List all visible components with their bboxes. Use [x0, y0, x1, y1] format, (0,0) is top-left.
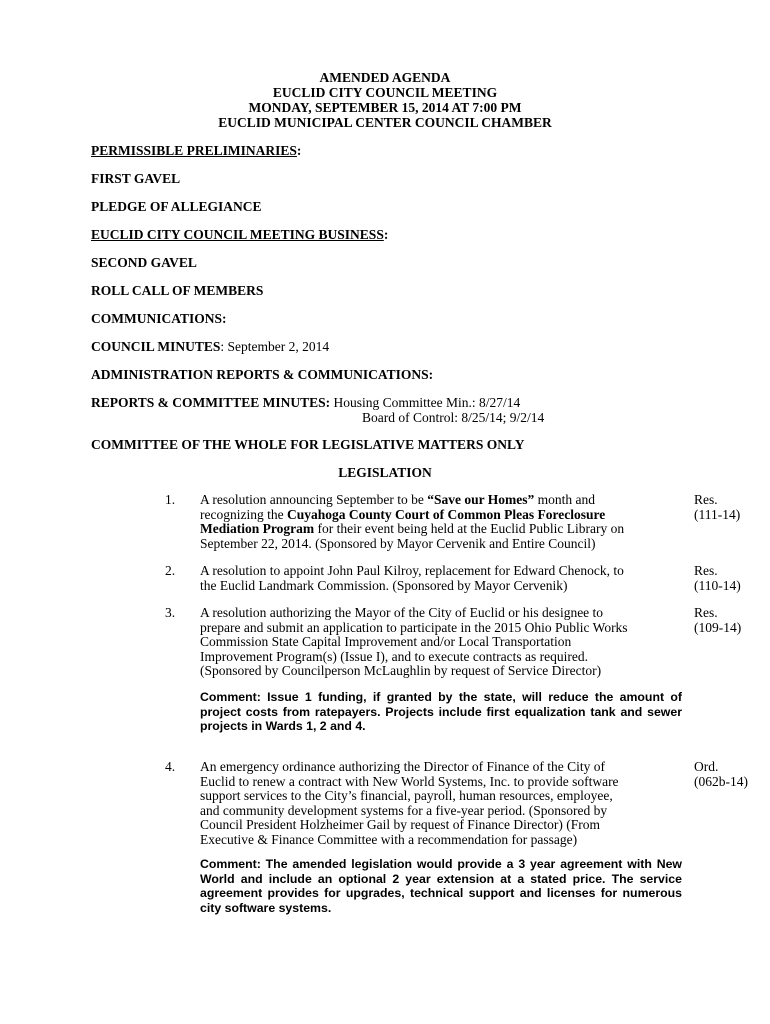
- item-line: and community development systems for a five-year period. (Sponsored by: [200, 802, 608, 818]
- item-line: A resolution to appoint John Paul Kilroy, replacement for Edward Chenock, to: [200, 563, 624, 578]
- section-committee-whole: COMMITTEE OF THE WHOLE FOR LEGISLATIVE MATTERS ONLY: [91, 437, 525, 452]
- item-code: [694, 606, 764, 635]
- item-4-comment: Comment: The amended legislation would provide a 3 year agreement with New World and include an optional 2 year extension at a stated price. The service agreement provides for upgrades, technical support and licenses for numerous city software systems.: [200, 857, 682, 915]
- section-business-colon: :: [383, 227, 389, 242]
- item-line: Executive & Finance Committee with a recommendation for passage): [200, 831, 578, 847]
- item-line: [200, 522, 685, 537]
- item-line: the Euclid Landmark Commission. (Sponsored by Mayor Cervenik): [200, 577, 568, 593]
- item-number: 1.: [165, 492, 176, 507]
- item-line: Euclid to renew a contract with New World Systems, Inc. to provide software: [200, 773, 619, 789]
- header-title: AMENDED AGENDA: [319, 70, 451, 85]
- item-text-bold: Mediation Program: [200, 521, 315, 536]
- item-text: [200, 606, 685, 679]
- item-number: 2.: [165, 563, 176, 578]
- reports-board-of-control: Board of Control: 8/25/14; 9/2/14: [362, 410, 545, 425]
- item-line: Commission State Capital Improvement and/or Local Transportation: [200, 634, 572, 649]
- section-communications: COMMUNICATIONS:: [91, 311, 227, 326]
- item-code: [694, 493, 764, 522]
- reports-label: REPORTS & COMMITTEE MINUTES:: [91, 395, 331, 410]
- item-line: An emergency ordinance authorizing the Director of Finance of the City of: [200, 759, 605, 774]
- item-text-run: recognizing the: [200, 506, 287, 522]
- item-number: 3.: [165, 605, 176, 620]
- item-text-run: A resolution announcing September to be: [200, 492, 428, 507]
- item-code-number: (062b-14): [694, 773, 748, 789]
- section-first-gavel: FIRST GAVEL: [91, 171, 181, 186]
- item-text-run: month and: [534, 492, 595, 507]
- item-text: [200, 564, 685, 593]
- section-roll-call: ROLL CALL OF MEMBERS: [91, 283, 264, 298]
- item-text-bold: “Save our Homes”: [427, 492, 535, 507]
- section-meeting-business: [91, 227, 388, 242]
- item-line: September 22, 2014. (Sponsored by Mayor Cervenik and Entire Council): [200, 535, 596, 551]
- section-permissible-colon: :: [296, 143, 302, 158]
- item-code-type: Res.: [694, 563, 718, 578]
- section-second-gavel: SECOND GAVEL: [91, 255, 197, 270]
- item-code-number: (110-14): [694, 577, 741, 593]
- item-code-number: (111-14): [694, 506, 741, 522]
- item-code-type: Ord.: [694, 759, 719, 774]
- item-text: [200, 493, 685, 551]
- section-permissible-label: PERMISSIBLE PRELIMINARIES: [91, 143, 297, 158]
- header-location: EUCLID MUNICIPAL CENTER COUNCIL CHAMBER: [218, 115, 552, 130]
- item-line: support services to the City’s financial, payroll, human resources, employee,: [200, 788, 613, 803]
- item-3-comment: Comment: Issue 1 funding, if granted by the state, will reduce the amount of project costs from ratepayers. Projects include first equalization tank and sewer projects in Wards 1, 2 and 4.: [200, 690, 682, 733]
- section-admin-reports: ADMINISTRATION REPORTS & COMMUNICATIONS:: [91, 367, 434, 382]
- item-number: 4.: [165, 759, 176, 774]
- section-legislation: LEGISLATION: [338, 465, 432, 480]
- item-line: Improvement Program(s) (Issue I), and to execute contracts as required.: [200, 648, 588, 664]
- section-pledge: PLEDGE OF ALLEGIANCE: [91, 199, 262, 214]
- item-line: prepare and submit an application to participate in the 2015 Ohio Public Works: [200, 619, 628, 635]
- item-line: Council President Holzheimer Gail by request of Finance Director) (From: [200, 817, 601, 832]
- item-code-type: Res.: [694, 605, 718, 620]
- section-permissible-preliminaries: [91, 143, 301, 158]
- council-minutes-value: : September 2, 2014: [220, 339, 330, 354]
- header-date: MONDAY, SEPTEMBER 15, 2014 AT 7:00 PM: [248, 100, 522, 115]
- item-text: [200, 760, 685, 847]
- item-line: (Sponsored by Councilperson McLaughlin by request of Service Director): [200, 663, 602, 678]
- item-line: A resolution authorizing the Mayor of the City of Euclid or his designee to: [200, 605, 604, 620]
- item-line: [200, 493, 685, 508]
- agenda-header: [0, 70, 770, 130]
- council-minutes-label: COUNCIL MINUTES: [91, 339, 221, 354]
- item-code: [694, 760, 764, 789]
- section-reports-minutes: [91, 395, 520, 410]
- item-code: [694, 564, 764, 593]
- item-text-run: for their event being held at the Euclid Public Library on: [314, 521, 625, 536]
- item-code-type: Res.: [694, 492, 718, 507]
- item-line: [200, 508, 685, 523]
- item-text-bold: Cuyahoga County Court of Common Pleas Foreclosure: [286, 506, 606, 522]
- item-code-number: (109-14): [694, 619, 742, 635]
- reports-housing: Housing Committee Min.: 8/27/14: [333, 395, 521, 410]
- section-council-minutes: [91, 339, 329, 354]
- header-meeting: EUCLID CITY COUNCIL MEETING: [272, 85, 498, 100]
- section-business-label: EUCLID CITY COUNCIL MEETING BUSINESS: [91, 227, 384, 242]
